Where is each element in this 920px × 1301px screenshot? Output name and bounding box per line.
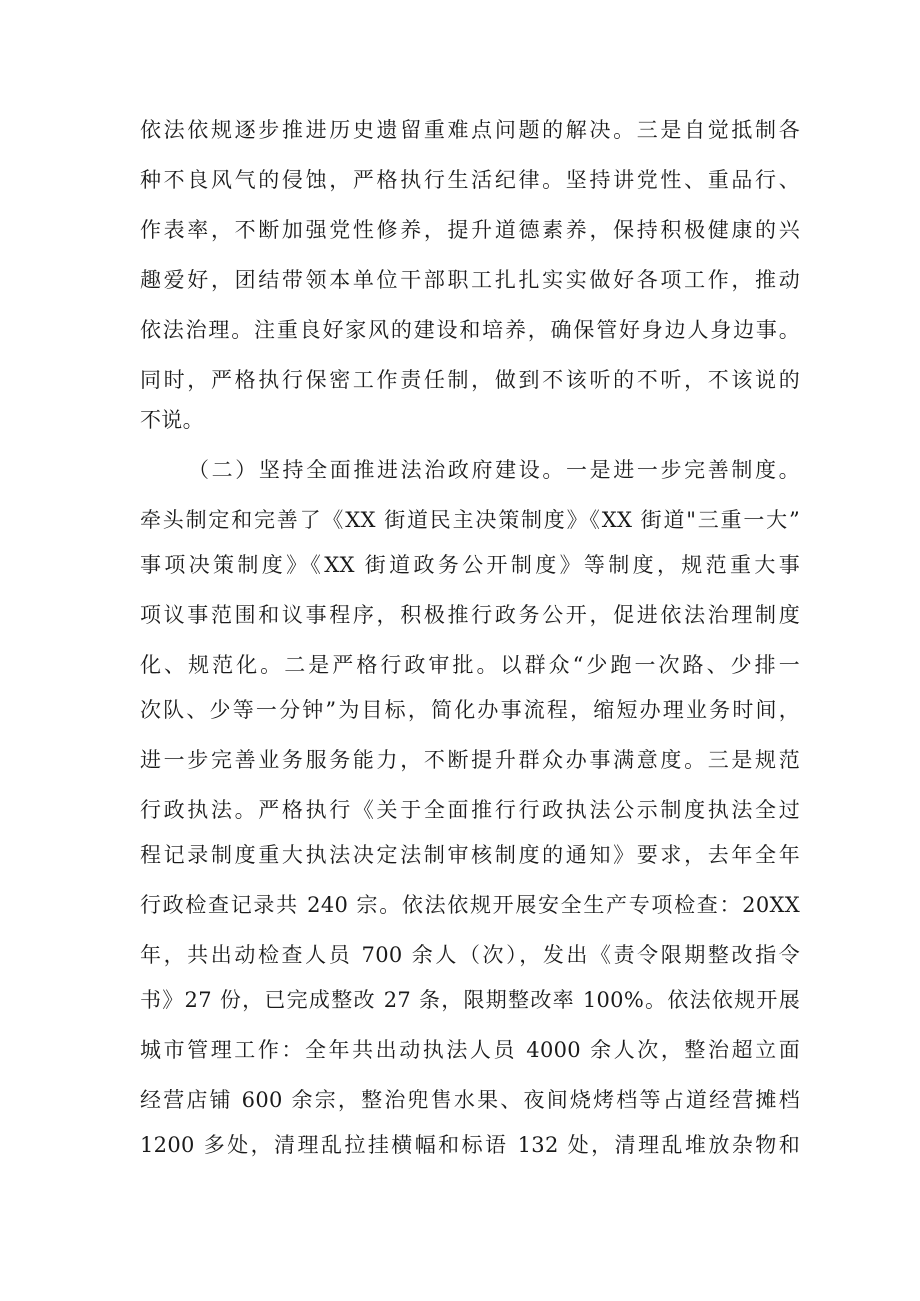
text-line: 书》27 份，已完成整改 27 条，限期整改率 100%。依法依规开展 <box>140 988 800 1012</box>
text-line: 趣爱好，团结带领本单位干部职工扎扎实实做好各项工作，推动 <box>140 268 800 292</box>
text-line: 城市管理工作：全年共出动执法人员 4000 余人次，整治超立面 <box>140 1038 800 1062</box>
text-line: 化、规范化。二是严格行政审批。以群众“少跑一次路、少排一 <box>140 653 800 677</box>
text-line: 次队、少等一分钟”为目标，简化办事流程，缩短办理业务时间， <box>140 698 800 722</box>
text-line: 经营店铺 600 余宗，整治兜售水果、夜间烧烤档等占道经营摊档 <box>140 1088 800 1112</box>
text-line: 进一步完善业务服务能力，不断提升群众办事满意度。三是规范 <box>140 748 800 772</box>
text-line: 同时，严格执行保密工作责任制，做到不该听的不听，不该说的 <box>140 368 800 392</box>
text-line: 不说。 <box>140 408 204 432</box>
text-line: 行政检查记录共 240 宗。依法依规开展安全生产专项检查：20XX <box>140 893 800 917</box>
text-line: 1200 多处，清理乱拉挂横幅和标语 132 处，清理乱堆放杂物和 <box>140 1133 800 1157</box>
text-line: 程记录制度重大执法决定法制审核制度的通知》要求，去年全年 <box>140 843 800 867</box>
text-line: 行政执法。严格执行《关于全面推行行政执法公示制度执法全过 <box>140 798 800 822</box>
paragraph-heading-line: （二）坚持全面推进法治政府建设。一是进一步完善制度。 <box>188 458 800 482</box>
text-line: 事项决策制度》《XX 街道政务公开制度》等制度，规范重大事 <box>140 553 800 577</box>
text-line: 种不良风气的侵蚀，严格执行生活纪律。坚持讲党性、重品行、 <box>140 168 800 192</box>
text-line: 牵头制定和完善了《XX 街道民主决策制度》《XX 街道"三重一大” <box>140 508 800 532</box>
text-line: 年，共出动检查人员 700 余人（次），发出《责令限期整改指令 <box>140 943 800 967</box>
text-line: 项议事范围和议事程序，积极推行政务公开，促进依法治理制度 <box>140 603 800 627</box>
text-line: 依法治理。注重良好家风的建设和培养，确保管好身边人身边事。 <box>140 318 800 342</box>
text-line: 依法依规逐步推进历史遗留重难点问题的解决。三是自觉抵制各 <box>140 118 800 142</box>
text-line: 作表率，不断加强党性修养，提升道德素养，保持积极健康的兴 <box>140 218 800 242</box>
